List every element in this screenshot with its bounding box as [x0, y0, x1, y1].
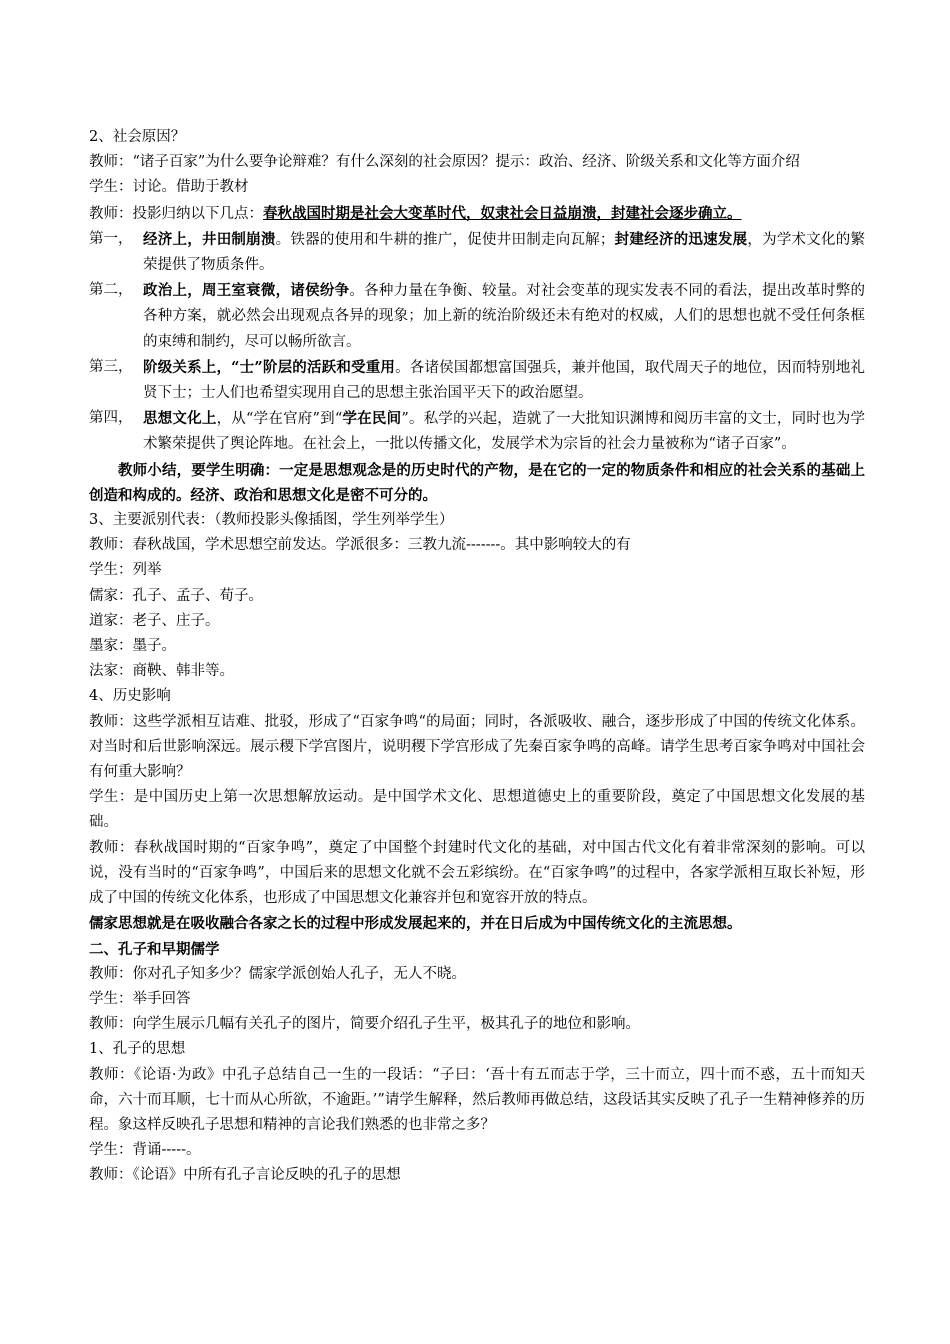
teacher-summary-intro: [89, 201, 865, 227]
point-bold: 思想文化上: [143, 410, 217, 428]
teacher-show-pictures: 教师：向学生展示几幅有关孔子的图片，简要介绍孔子生平，极其孔子的地位和影响。: [89, 1016, 640, 1033]
point-bold: 封建经济的迅速发展: [614, 230, 748, 248]
summary-key-point: 春秋战国时期是社会大变革时代，奴隶社会日益崩溃，封建社会逐步确立。: [263, 204, 742, 222]
teacher-schools-intro: 教师：春秋战国，学术思想空前发达。学派很多：三教九流-------。其中影响较大的有: [89, 537, 631, 554]
point-bold: 阶级关系上，“士”阶层的活跃和受重用: [143, 358, 396, 376]
school-confucian: 儒家：孔子、孟子、荀子。: [89, 587, 263, 604]
confucian-conclusion: 儒家思想就是在吸收融合各家之长的过程中形成发展起来的，并在日后成为中国传统文化的主流思想。: [89, 915, 742, 933]
teacher-analects-quote: 教师：《论语·为政》中孔子总结自己一生的一段话：“子曰：‘吾十有五而志于学，三十而立，四十而不惑，五十而知天命，六十而耳顺，七十而从心所欲，不逾距。’”请学生解释，然后教师再做总结，这段话其实反映了孔子一生精神修养的历程。象这样反映孔子思想和精神的言论我们熟悉的也非常之多？: [89, 1066, 865, 1133]
point-text: [143, 406, 865, 457]
student-recite: 学生：背诵-----。: [89, 1142, 201, 1159]
point-body: ，为学术文化的繁荣提供了物质条件。: [143, 231, 866, 274]
point-label: 第二，: [89, 282, 133, 299]
summary-lead: 教师：投影归纳以下几点：: [89, 205, 263, 222]
point-body: ”。私学的兴起，造就了一大批知识渊博和阅历丰富的文士，同时也为学术繁荣提供了舆论阵地。在社会上，一批以传播文化，发展学术为宗旨的社会力量被称为“诸子百家”。: [143, 411, 865, 453]
student-discussion: 学生：讨论。借助于教材: [89, 179, 249, 196]
point-bold: 学在民间: [342, 410, 402, 428]
student-raise-hand: 学生：举手回答: [89, 990, 191, 1007]
point-text: [143, 278, 865, 355]
teacher-analects-thought: 教师：《论语》中所有孔子言论反映的孔子的思想: [89, 1167, 401, 1184]
point-class-relations: [89, 355, 865, 406]
student-impact-answer: 学生：是中国历史上第一次思想解放运动。是中国学术文化、思想道德史上的重要阶段，奠定了中国思想文化发展的基础。: [89, 789, 865, 831]
school-legalist: 法家：商鞅、韩非等。: [89, 663, 234, 680]
heading-schools: 3、主要派别代表：（教师投影头像插图，学生列举学生）: [89, 512, 454, 529]
teacher-impact-summary: 教师：春秋战国时期的“百家争鸣”，奠定了中国整个封建时代文化的基础，对中国古代文化有着非常深刻的影响。可以说，没有当时的“百家争鸣”，中国后来的思想文化就不会五彩缤纷。在“百家争鸣”的过程中，各家学派相互取长补短，形成了中国的传统文化体系，也形成了中国思想文化兼容并包和宽容开放的特点。: [89, 839, 865, 907]
school-taoist: 道家：老子、庄子。: [89, 612, 220, 629]
point-label: 第一，: [89, 230, 133, 247]
school-mohist: 墨家：墨子。: [89, 638, 176, 655]
point-body: 。铁器的使用和牛耕的推广，促使井田制走向瓦解；: [275, 231, 615, 248]
heading-confucius-thought: 1、孔子的思想: [89, 1041, 186, 1058]
point-text: [143, 227, 865, 278]
heading-social-causes: 2、社会原因？: [89, 129, 186, 145]
point-bold: 政治上，周王室衰微，诸侯纷争: [143, 282, 350, 300]
heading-historical-impact: 4、历史影响: [89, 688, 171, 705]
teacher-impact: 教师：这些学派相互诘难、批驳，形成了“百家争鸣“的局面；同时，各派吸收、融合，逐步形成了中国的传统文化体系。对当时和后世影响深远。展示稷下学宫图片，说明稷下学宫形成了先秦百家争鸣的高峰。请学生思考百家争鸣对中国社会有何重大影响？: [89, 713, 865, 781]
point-body: 。各诸侯国都想富国强兵，兼并他国，取代周天子的地位，因而特别地礼贤下士；士人们也希望实现用自己的思想主张治国平天下的政治愿望。: [143, 359, 865, 402]
point-text: [143, 355, 865, 406]
point-politics: [89, 278, 865, 355]
point-economy: [89, 227, 865, 278]
point-label: 第三，: [89, 358, 133, 375]
point-bold: 经济上，井田制崩溃: [143, 230, 276, 248]
student-list: 学生：列举: [89, 562, 162, 579]
point-label: 第四，: [89, 410, 133, 427]
teacher-confucius-question: 教师：你对孔子知多少？儒家学派创始人孔子，无人不晓。: [89, 965, 466, 982]
point-body: 。各种力量在争衡、较量。对社会变革的现实发表不同的看法，提出改革时弊的各种方案，就必然会出现观点各异的现象；加上新的统治阶级还未有绝对的权威，人们的思想也就不受任何条框的束缚和制约，尽可以畅所欲言。: [143, 283, 866, 350]
document-page: [89, 125, 865, 1189]
teacher-conclusion: 教师小结，要学生明确：一定是思想观念是的历史时代的产物，是在它的一定的物质条件和相应的社会关系的基础上创造和构成的。经济、政治和思想文化是密不可分的。: [89, 461, 865, 504]
heading-confucius: 二、孔子和早期儒学: [89, 940, 220, 958]
point-culture: [89, 406, 865, 457]
point-body: ，从“学在官府”到“: [216, 411, 343, 428]
teacher-question: 教师：“诸子百家”为什么要争论辩难？有什么深刻的社会原因？提示：政治、经济、阶级关系和文化等方面介绍: [89, 154, 800, 171]
